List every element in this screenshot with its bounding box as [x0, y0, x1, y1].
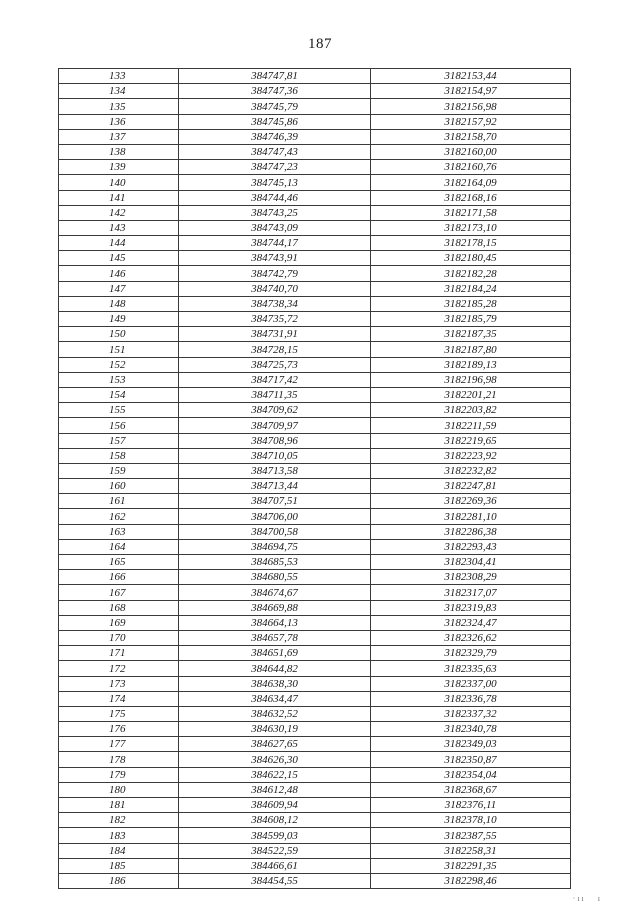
point-number-cell: 185: [59, 858, 179, 873]
x-coordinate-cell: 384708,96: [179, 433, 371, 448]
table-row: [59, 190, 571, 205]
table-row: [59, 372, 571, 387]
y-coordinate-cell: 3182340,78: [371, 722, 571, 737]
point-number-cell: 135: [59, 99, 179, 114]
point-number-cell: 175: [59, 706, 179, 721]
table-row: [59, 813, 571, 828]
y-coordinate-cell: 3182329,79: [371, 646, 571, 661]
table-row: [59, 737, 571, 752]
y-coordinate-cell: 3182232,82: [371, 463, 571, 478]
y-coordinate-cell: 3182173,10: [371, 220, 571, 235]
table-row: [59, 722, 571, 737]
point-number-cell: 152: [59, 357, 179, 372]
table-row: [59, 281, 571, 296]
point-number-cell: 136: [59, 114, 179, 129]
table-row: [59, 646, 571, 661]
y-coordinate-cell: 3182196,98: [371, 372, 571, 387]
table-row: [59, 782, 571, 797]
y-coordinate-cell: 3182182,28: [371, 266, 571, 281]
point-number-cell: 145: [59, 251, 179, 266]
point-number-cell: 151: [59, 342, 179, 357]
x-coordinate-cell: 384664,13: [179, 615, 371, 630]
table-row: [59, 387, 571, 402]
y-coordinate-cell: 3182335,63: [371, 661, 571, 676]
y-coordinate-cell: 3182354,04: [371, 767, 571, 782]
table-row: [59, 509, 571, 524]
table-row: [59, 555, 571, 570]
table-row: [59, 858, 571, 873]
y-coordinate-cell: 3182158,70: [371, 129, 571, 144]
point-number-cell: 179: [59, 767, 179, 782]
y-coordinate-cell: 3182324,47: [371, 615, 571, 630]
x-coordinate-cell: 384632,52: [179, 706, 371, 721]
point-number-cell: 171: [59, 646, 179, 661]
y-coordinate-cell: 3182201,21: [371, 387, 571, 402]
point-number-cell: 178: [59, 752, 179, 767]
table-row: [59, 828, 571, 843]
point-number-cell: 168: [59, 600, 179, 615]
point-number-cell: 162: [59, 509, 179, 524]
x-coordinate-cell: 384638,30: [179, 676, 371, 691]
x-coordinate-cell: 384706,00: [179, 509, 371, 524]
x-coordinate-cell: 384713,58: [179, 463, 371, 478]
table-row: [59, 327, 571, 342]
table-row: [59, 251, 571, 266]
x-coordinate-cell: 384651,69: [179, 646, 371, 661]
x-coordinate-cell: 384612,48: [179, 782, 371, 797]
point-number-cell: 153: [59, 372, 179, 387]
table-row: [59, 615, 571, 630]
coordinates-table-body: [59, 69, 571, 889]
x-coordinate-cell: 384657,78: [179, 630, 371, 645]
table-row: [59, 585, 571, 600]
x-coordinate-cell: 384711,35: [179, 387, 371, 402]
x-coordinate-cell: 384522,59: [179, 843, 371, 858]
x-coordinate-cell: 384710,05: [179, 448, 371, 463]
x-coordinate-cell: 384713,44: [179, 479, 371, 494]
y-coordinate-cell: 3182293,43: [371, 539, 571, 554]
point-number-cell: 141: [59, 190, 179, 205]
point-number-cell: 139: [59, 160, 179, 175]
x-coordinate-cell: 384735,72: [179, 312, 371, 327]
table-row: [59, 99, 571, 114]
table-row: [59, 69, 571, 84]
y-coordinate-cell: 3182308,29: [371, 570, 571, 585]
x-coordinate-cell: 384630,19: [179, 722, 371, 737]
y-coordinate-cell: 3182157,92: [371, 114, 571, 129]
table-row: [59, 752, 571, 767]
x-coordinate-cell: 384747,23: [179, 160, 371, 175]
y-coordinate-cell: 3182153,44: [371, 69, 571, 84]
point-number-cell: 159: [59, 463, 179, 478]
y-coordinate-cell: 3182187,35: [371, 327, 571, 342]
point-number-cell: 186: [59, 873, 179, 888]
x-coordinate-cell: 384747,81: [179, 69, 371, 84]
point-number-cell: 146: [59, 266, 179, 281]
y-coordinate-cell: 3182387,55: [371, 828, 571, 843]
y-coordinate-cell: 3182269,36: [371, 494, 571, 509]
point-number-cell: 134: [59, 84, 179, 99]
x-coordinate-cell: 384717,42: [179, 372, 371, 387]
x-coordinate-cell: 384743,25: [179, 205, 371, 220]
x-coordinate-cell: 384728,15: [179, 342, 371, 357]
point-number-cell: 142: [59, 205, 179, 220]
x-coordinate-cell: 384745,13: [179, 175, 371, 190]
table-row: [59, 205, 571, 220]
table-row: [59, 418, 571, 433]
y-coordinate-cell: 3182368,67: [371, 782, 571, 797]
x-coordinate-cell: 384622,15: [179, 767, 371, 782]
y-coordinate-cell: 3182378,10: [371, 813, 571, 828]
x-coordinate-cell: 384738,34: [179, 296, 371, 311]
table-row: [59, 357, 571, 372]
table-row: [59, 873, 571, 888]
table-row: [59, 630, 571, 645]
table-row: [59, 236, 571, 251]
y-coordinate-cell: 3182185,79: [371, 312, 571, 327]
x-coordinate-cell: 384731,91: [179, 327, 371, 342]
y-coordinate-cell: 3182286,38: [371, 524, 571, 539]
point-number-cell: 163: [59, 524, 179, 539]
x-coordinate-cell: 384743,91: [179, 251, 371, 266]
table-row: [59, 570, 571, 585]
point-number-cell: 172: [59, 661, 179, 676]
x-coordinate-cell: 384744,17: [179, 236, 371, 251]
x-coordinate-cell: 384747,43: [179, 144, 371, 159]
point-number-cell: 148: [59, 296, 179, 311]
point-number-cell: 181: [59, 798, 179, 813]
table-row: [59, 706, 571, 721]
point-number-cell: 156: [59, 418, 179, 433]
y-coordinate-cell: 3182184,24: [371, 281, 571, 296]
table-row: [59, 129, 571, 144]
table-row: [59, 798, 571, 813]
table-row: [59, 767, 571, 782]
point-number-cell: 174: [59, 691, 179, 706]
x-coordinate-cell: 384742,79: [179, 266, 371, 281]
y-coordinate-cell: 3182154,97: [371, 84, 571, 99]
y-coordinate-cell: 3182319,83: [371, 600, 571, 615]
point-number-cell: 161: [59, 494, 179, 509]
point-number-cell: 167: [59, 585, 179, 600]
y-coordinate-cell: 3182376,11: [371, 798, 571, 813]
y-coordinate-cell: 3182336,78: [371, 691, 571, 706]
point-number-cell: 143: [59, 220, 179, 235]
y-coordinate-cell: 3182203,82: [371, 403, 571, 418]
x-coordinate-cell: 384743,09: [179, 220, 371, 235]
point-number-cell: 137: [59, 129, 179, 144]
table-row: [59, 494, 571, 509]
point-number-cell: 176: [59, 722, 179, 737]
x-coordinate-cell: 384627,65: [179, 737, 371, 752]
x-coordinate-cell: 384740,70: [179, 281, 371, 296]
x-coordinate-cell: 384609,94: [179, 798, 371, 813]
point-number-cell: 138: [59, 144, 179, 159]
table-row: [59, 114, 571, 129]
table-row: [59, 539, 571, 554]
x-coordinate-cell: 384608,12: [179, 813, 371, 828]
x-coordinate-cell: 384694,75: [179, 539, 371, 554]
table-row: [59, 144, 571, 159]
y-coordinate-cell: 3182317,07: [371, 585, 571, 600]
point-number-cell: 157: [59, 433, 179, 448]
y-coordinate-cell: 3182219,65: [371, 433, 571, 448]
x-coordinate-cell: 384709,97: [179, 418, 371, 433]
coordinates-table: [58, 68, 571, 889]
scan-margin-marks: · ı ı ı: [572, 894, 600, 903]
point-number-cell: 170: [59, 630, 179, 645]
point-number-cell: 169: [59, 615, 179, 630]
y-coordinate-cell: 3182178,15: [371, 236, 571, 251]
y-coordinate-cell: 3182180,45: [371, 251, 571, 266]
table-row: [59, 843, 571, 858]
x-coordinate-cell: 384707,51: [179, 494, 371, 509]
table-row: [59, 84, 571, 99]
x-coordinate-cell: 384634,47: [179, 691, 371, 706]
point-number-cell: 154: [59, 387, 179, 402]
y-coordinate-cell: 3182185,28: [371, 296, 571, 311]
y-coordinate-cell: 3182326,62: [371, 630, 571, 645]
table-row: [59, 524, 571, 539]
y-coordinate-cell: 3182160,00: [371, 144, 571, 159]
x-coordinate-cell: 384747,36: [179, 84, 371, 99]
y-coordinate-cell: 3182156,98: [371, 99, 571, 114]
y-coordinate-cell: 3182189,13: [371, 357, 571, 372]
point-number-cell: 166: [59, 570, 179, 585]
table-row: [59, 600, 571, 615]
table-row: [59, 661, 571, 676]
y-coordinate-cell: 3182223,92: [371, 448, 571, 463]
y-coordinate-cell: 3182168,16: [371, 190, 571, 205]
point-number-cell: 173: [59, 676, 179, 691]
x-coordinate-cell: 384669,88: [179, 600, 371, 615]
table-row: [59, 479, 571, 494]
table-row: [59, 676, 571, 691]
table-row: [59, 296, 571, 311]
x-coordinate-cell: 384700,58: [179, 524, 371, 539]
y-coordinate-cell: 3182337,32: [371, 706, 571, 721]
y-coordinate-cell: 3182337,00: [371, 676, 571, 691]
point-number-cell: 165: [59, 555, 179, 570]
x-coordinate-cell: 384745,79: [179, 99, 371, 114]
table-row: [59, 433, 571, 448]
point-number-cell: 147: [59, 281, 179, 296]
point-number-cell: 149: [59, 312, 179, 327]
table-row: [59, 691, 571, 706]
y-coordinate-cell: 3182349,03: [371, 737, 571, 752]
x-coordinate-cell: 384466,61: [179, 858, 371, 873]
y-coordinate-cell: 3182211,59: [371, 418, 571, 433]
table-row: [59, 463, 571, 478]
x-coordinate-cell: 384680,55: [179, 570, 371, 585]
point-number-cell: 133: [59, 69, 179, 84]
point-number-cell: 140: [59, 175, 179, 190]
table-row: [59, 312, 571, 327]
x-coordinate-cell: 384644,82: [179, 661, 371, 676]
x-coordinate-cell: 384709,62: [179, 403, 371, 418]
x-coordinate-cell: 384454,55: [179, 873, 371, 888]
x-coordinate-cell: 384746,39: [179, 129, 371, 144]
point-number-cell: 177: [59, 737, 179, 752]
y-coordinate-cell: 3182160,76: [371, 160, 571, 175]
y-coordinate-cell: 3182258,31: [371, 843, 571, 858]
y-coordinate-cell: 3182187,80: [371, 342, 571, 357]
point-number-cell: 180: [59, 782, 179, 797]
y-coordinate-cell: 3182298,46: [371, 873, 571, 888]
y-coordinate-cell: 3182291,35: [371, 858, 571, 873]
table-row: [59, 266, 571, 281]
point-number-cell: 155: [59, 403, 179, 418]
point-number-cell: 160: [59, 479, 179, 494]
page-number: 187: [308, 36, 332, 52]
table-row: [59, 448, 571, 463]
table-row: [59, 220, 571, 235]
y-coordinate-cell: 3182281,10: [371, 509, 571, 524]
point-number-cell: 164: [59, 539, 179, 554]
table-row: [59, 403, 571, 418]
y-coordinate-cell: 3182350,87: [371, 752, 571, 767]
point-number-cell: 182: [59, 813, 179, 828]
x-coordinate-cell: 384626,30: [179, 752, 371, 767]
x-coordinate-cell: 384745,86: [179, 114, 371, 129]
point-number-cell: 183: [59, 828, 179, 843]
point-number-cell: 150: [59, 327, 179, 342]
point-number-cell: 158: [59, 448, 179, 463]
point-number-cell: 144: [59, 236, 179, 251]
y-coordinate-cell: 3182164,09: [371, 175, 571, 190]
table-row: [59, 175, 571, 190]
table-row: [59, 342, 571, 357]
y-coordinate-cell: 3182171,58: [371, 205, 571, 220]
x-coordinate-cell: 384599,03: [179, 828, 371, 843]
x-coordinate-cell: 384685,53: [179, 555, 371, 570]
x-coordinate-cell: 384674,67: [179, 585, 371, 600]
point-number-cell: 184: [59, 843, 179, 858]
y-coordinate-cell: 3182247,81: [371, 479, 571, 494]
x-coordinate-cell: 384725,73: [179, 357, 371, 372]
x-coordinate-cell: 384744,46: [179, 190, 371, 205]
y-coordinate-cell: 3182304,41: [371, 555, 571, 570]
table-row: [59, 160, 571, 175]
